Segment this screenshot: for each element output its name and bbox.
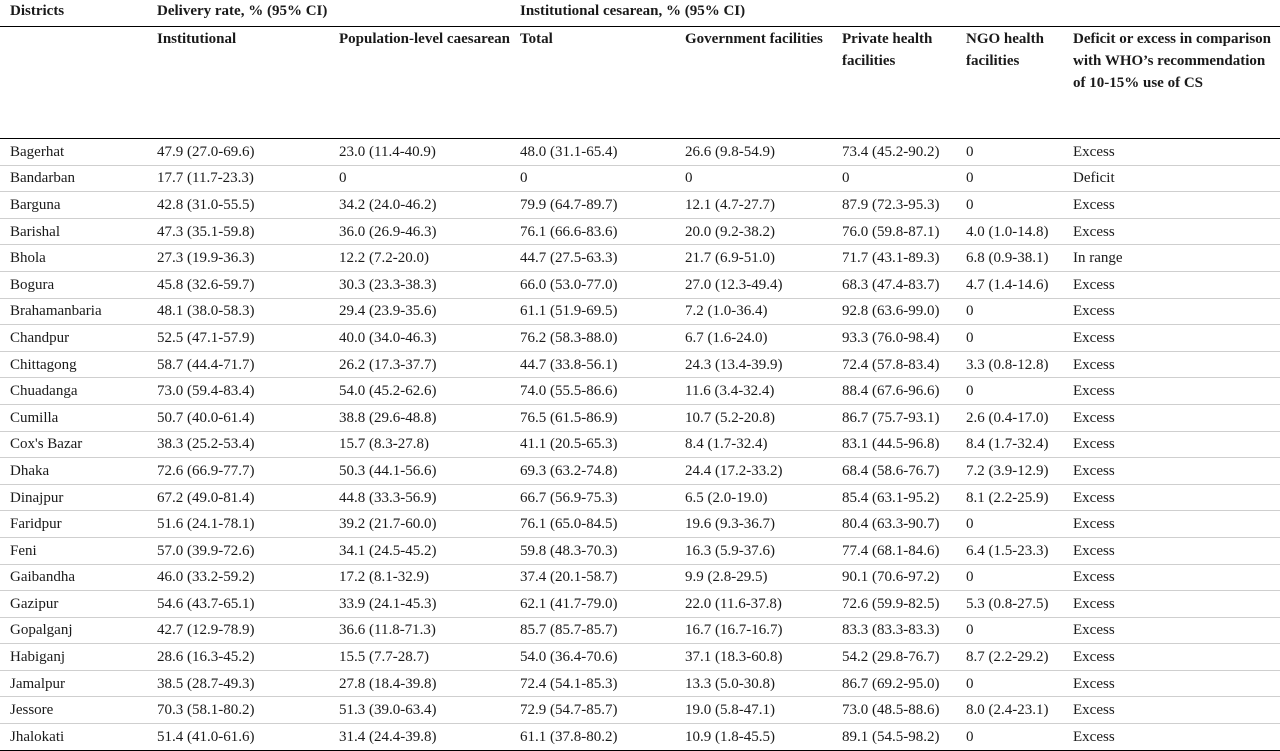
table-row [0, 537, 1280, 564]
cell-ngo: 0 [956, 670, 1063, 697]
cell-total: 76.5 (61.5-86.9) [510, 404, 675, 431]
cell-ngo: 4.7 (1.4-14.6) [956, 271, 1063, 298]
cell-institutional: 70.3 (58.1-80.2) [147, 697, 329, 724]
cell-total: 69.3 (63.2-74.8) [510, 458, 675, 485]
cell-private: 68.4 (58.6-76.7) [832, 458, 956, 485]
table-row [0, 670, 1280, 697]
cell-private: 86.7 (75.7-93.1) [832, 404, 956, 431]
cell-district: Bhola [0, 245, 147, 272]
cell-total: 61.1 (51.9-69.5) [510, 298, 675, 325]
cell-district: Gazipur [0, 591, 147, 618]
cell-deficit-excess: Deficit [1063, 165, 1280, 192]
cell-private: 83.1 (44.5-96.8) [832, 431, 956, 458]
cell-deficit-excess: Excess [1063, 431, 1280, 458]
cell-government: 27.0 (12.3-49.4) [675, 271, 832, 298]
table-row [0, 378, 1280, 405]
cell-district: Jamalpur [0, 670, 147, 697]
table-body [0, 139, 1280, 751]
table-row [0, 245, 1280, 272]
cell-private: 93.3 (76.0-98.4) [832, 325, 956, 352]
cell-population-caesarean: 12.2 (7.2-20.0) [329, 245, 510, 272]
cell-institutional: 67.2 (49.0-81.4) [147, 484, 329, 511]
cell-population-caesarean: 40.0 (34.0-46.3) [329, 325, 510, 352]
cell-ngo: 3.3 (0.8-12.8) [956, 351, 1063, 378]
cell-population-caesarean: 29.4 (23.9-35.6) [329, 298, 510, 325]
table-row [0, 617, 1280, 644]
cell-government: 11.6 (3.4-32.4) [675, 378, 832, 405]
cell-deficit-excess: Excess [1063, 298, 1280, 325]
cell-district: Cox's Bazar [0, 431, 147, 458]
cell-private: 0 [832, 165, 956, 192]
cell-government: 19.6 (9.3-36.7) [675, 511, 832, 538]
cell-institutional: 17.7 (11.7-23.3) [147, 165, 329, 192]
cell-institutional: 42.8 (31.0-55.5) [147, 192, 329, 219]
cell-deficit-excess: Excess [1063, 511, 1280, 538]
table-row [0, 298, 1280, 325]
cell-ngo: 0 [956, 139, 1063, 166]
cell-institutional: 38.3 (25.2-53.4) [147, 431, 329, 458]
cell-district: Cumilla [0, 404, 147, 431]
cell-institutional: 51.6 (24.1-78.1) [147, 511, 329, 538]
cell-deficit-excess: Excess [1063, 564, 1280, 591]
cell-population-caesarean: 17.2 (8.1-32.9) [329, 564, 510, 591]
cell-population-caesarean: 33.9 (24.1-45.3) [329, 591, 510, 618]
cell-total: 44.7 (27.5-63.3) [510, 245, 675, 272]
cell-ngo: 0 [956, 298, 1063, 325]
cell-institutional: 73.0 (59.4-83.4) [147, 378, 329, 405]
cell-population-caesarean: 34.1 (24.5-45.2) [329, 537, 510, 564]
cell-private: 76.0 (59.8-87.1) [832, 218, 956, 245]
cell-government: 8.4 (1.7-32.4) [675, 431, 832, 458]
cell-ngo: 0 [956, 325, 1063, 352]
cell-ngo: 8.7 (2.2-29.2) [956, 644, 1063, 671]
cell-private: 89.1 (54.5-98.2) [832, 724, 956, 751]
cell-population-caesarean: 34.2 (24.0-46.2) [329, 192, 510, 219]
cell-population-caesarean: 31.4 (24.4-39.8) [329, 724, 510, 751]
header-government: Government facilities [675, 27, 832, 139]
cell-district: Gaibandha [0, 564, 147, 591]
cell-ngo: 5.3 (0.8-27.5) [956, 591, 1063, 618]
cell-total: 62.1 (41.7-79.0) [510, 591, 675, 618]
cell-ngo: 7.2 (3.9-12.9) [956, 458, 1063, 485]
header-blank [0, 27, 147, 139]
cell-private: 73.4 (45.2-90.2) [832, 139, 956, 166]
cell-district: Feni [0, 537, 147, 564]
cell-district: Dinajpur [0, 484, 147, 511]
cell-total: 76.1 (65.0-84.5) [510, 511, 675, 538]
cell-government: 13.3 (5.0-30.8) [675, 670, 832, 697]
cell-institutional: 38.5 (28.7-49.3) [147, 670, 329, 697]
header-ngo: NGO health facilities [956, 27, 1063, 139]
cell-ngo: 0 [956, 617, 1063, 644]
cell-district: Chandpur [0, 325, 147, 352]
cell-deficit-excess: Excess [1063, 325, 1280, 352]
cell-population-caesarean: 27.8 (18.4-39.8) [329, 670, 510, 697]
cell-institutional: 46.0 (33.2-59.2) [147, 564, 329, 591]
cell-institutional: 50.7 (40.0-61.4) [147, 404, 329, 431]
cell-district: Chittagong [0, 351, 147, 378]
cell-institutional: 57.0 (39.9-72.6) [147, 537, 329, 564]
cell-private: 71.7 (43.1-89.3) [832, 245, 956, 272]
cell-government: 10.9 (1.8-45.5) [675, 724, 832, 751]
cell-total: 66.7 (56.9-75.3) [510, 484, 675, 511]
cell-institutional: 48.1 (38.0-58.3) [147, 298, 329, 325]
header-institutional: Institutional [147, 27, 329, 139]
table-row [0, 218, 1280, 245]
cell-private: 72.4 (57.8-83.4) [832, 351, 956, 378]
cell-deficit-excess: Excess [1063, 192, 1280, 219]
cell-population-caesarean: 36.6 (11.8-71.3) [329, 617, 510, 644]
cell-district: Gopalganj [0, 617, 147, 644]
cell-total: 61.1 (37.8-80.2) [510, 724, 675, 751]
cell-total: 54.0 (36.4-70.6) [510, 644, 675, 671]
header-row-groups [0, 0, 1280, 27]
cell-deficit-excess: Excess [1063, 617, 1280, 644]
cell-institutional: 72.6 (66.9-77.7) [147, 458, 329, 485]
cell-private: 77.4 (68.1-84.6) [832, 537, 956, 564]
cell-district: Habiganj [0, 644, 147, 671]
table-row [0, 404, 1280, 431]
cell-institutional: 42.7 (12.9-78.9) [147, 617, 329, 644]
table-row [0, 458, 1280, 485]
table-row [0, 192, 1280, 219]
cell-total: 0 [510, 165, 675, 192]
cell-total: 79.9 (64.7-89.7) [510, 192, 675, 219]
table-row [0, 139, 1280, 166]
table-row [0, 644, 1280, 671]
cell-deficit-excess: Excess [1063, 484, 1280, 511]
cell-population-caesarean: 0 [329, 165, 510, 192]
cell-government: 24.3 (13.4-39.9) [675, 351, 832, 378]
cell-ngo: 0 [956, 511, 1063, 538]
cell-population-caesarean: 23.0 (11.4-40.9) [329, 139, 510, 166]
table-row [0, 697, 1280, 724]
table-row [0, 351, 1280, 378]
cell-total: 85.7 (85.7-85.7) [510, 617, 675, 644]
cell-deficit-excess: Excess [1063, 697, 1280, 724]
cell-private: 80.4 (63.3-90.7) [832, 511, 956, 538]
cell-deficit-excess: Excess [1063, 271, 1280, 298]
cell-population-caesarean: 50.3 (44.1-56.6) [329, 458, 510, 485]
cell-total: 66.0 (53.0-77.0) [510, 271, 675, 298]
cell-district: Jhalokati [0, 724, 147, 751]
cell-deficit-excess: Excess [1063, 404, 1280, 431]
table-row [0, 271, 1280, 298]
cell-institutional: 58.7 (44.4-71.7) [147, 351, 329, 378]
cell-institutional: 52.5 (47.1-57.9) [147, 325, 329, 352]
cell-deficit-excess: Excess [1063, 139, 1280, 166]
cell-private: 90.1 (70.6-97.2) [832, 564, 956, 591]
cell-district: Bogura [0, 271, 147, 298]
cell-total: 72.9 (54.7-85.7) [510, 697, 675, 724]
cell-ngo: 6.8 (0.9-38.1) [956, 245, 1063, 272]
cell-government: 37.1 (18.3-60.8) [675, 644, 832, 671]
cell-total: 76.1 (66.6-83.6) [510, 218, 675, 245]
cell-total: 44.7 (33.8-56.1) [510, 351, 675, 378]
cell-government: 26.6 (9.8-54.9) [675, 139, 832, 166]
table-row [0, 431, 1280, 458]
cell-institutional: 47.9 (27.0-69.6) [147, 139, 329, 166]
cell-district: Jessore [0, 697, 147, 724]
cell-district: Brahamanbaria [0, 298, 147, 325]
cell-government: 19.0 (5.8-47.1) [675, 697, 832, 724]
cell-private: 68.3 (47.4-83.7) [832, 271, 956, 298]
cell-district: Faridpur [0, 511, 147, 538]
table-row [0, 484, 1280, 511]
cell-district: Barishal [0, 218, 147, 245]
cell-ngo: 0 [956, 724, 1063, 751]
cell-population-caesarean: 30.3 (23.3-38.3) [329, 271, 510, 298]
cell-district: Bandarban [0, 165, 147, 192]
cell-deficit-excess: Excess [1063, 537, 1280, 564]
cell-population-caesarean: 38.8 (29.6-48.8) [329, 404, 510, 431]
cell-institutional: 54.6 (43.7-65.1) [147, 591, 329, 618]
cell-government: 0 [675, 165, 832, 192]
cell-population-caesarean: 39.2 (21.7-60.0) [329, 511, 510, 538]
cell-ngo: 0 [956, 564, 1063, 591]
header-deficit-excess: Deficit or excess in comparison with WHO’s recommendation of 10-15% use of CS [1063, 27, 1280, 139]
cell-institutional: 27.3 (19.9-36.3) [147, 245, 329, 272]
table-row [0, 511, 1280, 538]
cell-private: 54.2 (29.8-76.7) [832, 644, 956, 671]
cell-total: 37.4 (20.1-58.7) [510, 564, 675, 591]
cell-deficit-excess: Excess [1063, 724, 1280, 751]
cell-institutional: 51.4 (41.0-61.6) [147, 724, 329, 751]
cell-ngo: 4.0 (1.0-14.8) [956, 218, 1063, 245]
table-header [0, 0, 1280, 139]
cell-private: 83.3 (83.3-83.3) [832, 617, 956, 644]
cell-ngo: 0 [956, 165, 1063, 192]
cell-population-caesarean: 15.5 (7.7-28.7) [329, 644, 510, 671]
cell-deficit-excess: Excess [1063, 218, 1280, 245]
cell-institutional: 45.8 (32.6-59.7) [147, 271, 329, 298]
cell-government: 24.4 (17.2-33.2) [675, 458, 832, 485]
cell-district: Dhaka [0, 458, 147, 485]
table-row [0, 325, 1280, 352]
cell-district: Chuadanga [0, 378, 147, 405]
cell-deficit-excess: Excess [1063, 351, 1280, 378]
cell-government: 22.0 (11.6-37.8) [675, 591, 832, 618]
cell-private: 87.9 (72.3-95.3) [832, 192, 956, 219]
cell-ngo: 2.6 (0.4-17.0) [956, 404, 1063, 431]
table-row [0, 591, 1280, 618]
cell-government: 6.5 (2.0-19.0) [675, 484, 832, 511]
cell-population-caesarean: 54.0 (45.2-62.6) [329, 378, 510, 405]
cell-deficit-excess: Excess [1063, 378, 1280, 405]
header-private: Private health facilities [832, 27, 956, 139]
cell-government: 16.3 (5.9-37.6) [675, 537, 832, 564]
cell-government: 9.9 (2.8-29.5) [675, 564, 832, 591]
cell-private: 86.7 (69.2-95.0) [832, 670, 956, 697]
header-population-caesarean: Population-level caesarean [329, 27, 510, 139]
cell-government: 10.7 (5.2-20.8) [675, 404, 832, 431]
cell-district: Barguna [0, 192, 147, 219]
cell-total: 48.0 (31.1-65.4) [510, 139, 675, 166]
cell-population-caesarean: 26.2 (17.3-37.7) [329, 351, 510, 378]
cell-private: 88.4 (67.6-96.6) [832, 378, 956, 405]
cell-deficit-excess: Excess [1063, 670, 1280, 697]
header-districts: Districts [0, 0, 147, 27]
cell-ngo: 6.4 (1.5-23.3) [956, 537, 1063, 564]
cell-government: 16.7 (16.7-16.7) [675, 617, 832, 644]
cell-institutional: 28.6 (16.3-45.2) [147, 644, 329, 671]
cell-total: 72.4 (54.1-85.3) [510, 670, 675, 697]
cell-total: 74.0 (55.5-86.6) [510, 378, 675, 405]
cell-private: 72.6 (59.9-82.5) [832, 591, 956, 618]
table-row [0, 564, 1280, 591]
cell-total: 41.1 (20.5-65.3) [510, 431, 675, 458]
cell-total: 59.8 (48.3-70.3) [510, 537, 675, 564]
cell-government: 12.1 (4.7-27.7) [675, 192, 832, 219]
cell-total: 76.2 (58.3-88.0) [510, 325, 675, 352]
cell-ngo: 8.4 (1.7-32.4) [956, 431, 1063, 458]
cell-ngo: 8.1 (2.2-25.9) [956, 484, 1063, 511]
cell-population-caesarean: 36.0 (26.9-46.3) [329, 218, 510, 245]
cell-deficit-excess: Excess [1063, 644, 1280, 671]
cell-ngo: 0 [956, 192, 1063, 219]
cell-deficit-excess: Excess [1063, 591, 1280, 618]
header-delivery-group: Delivery rate, % (95% CI) [147, 0, 510, 27]
cell-population-caesarean: 15.7 (8.3-27.8) [329, 431, 510, 458]
cell-deficit-excess: Excess [1063, 458, 1280, 485]
cell-government: 21.7 (6.9-51.0) [675, 245, 832, 272]
header-row-columns [0, 27, 1280, 139]
cell-government: 7.2 (1.0-36.4) [675, 298, 832, 325]
cell-government: 20.0 (9.2-38.2) [675, 218, 832, 245]
cell-population-caesarean: 51.3 (39.0-63.4) [329, 697, 510, 724]
cell-private: 85.4 (63.1-95.2) [832, 484, 956, 511]
cell-private: 92.8 (63.6-99.0) [832, 298, 956, 325]
cell-private: 73.0 (48.5-88.6) [832, 697, 956, 724]
header-total: Total [510, 27, 675, 139]
cell-population-caesarean: 44.8 (33.3-56.9) [329, 484, 510, 511]
cell-ngo: 8.0 (2.4-23.1) [956, 697, 1063, 724]
cell-ngo: 0 [956, 378, 1063, 405]
table-row [0, 165, 1280, 192]
cell-district: Bagerhat [0, 139, 147, 166]
header-cesarean-group: Institutional cesarean, % (95% CI) [510, 0, 1280, 27]
cell-institutional: 47.3 (35.1-59.8) [147, 218, 329, 245]
cell-deficit-excess: In range [1063, 245, 1280, 272]
cell-government: 6.7 (1.6-24.0) [675, 325, 832, 352]
